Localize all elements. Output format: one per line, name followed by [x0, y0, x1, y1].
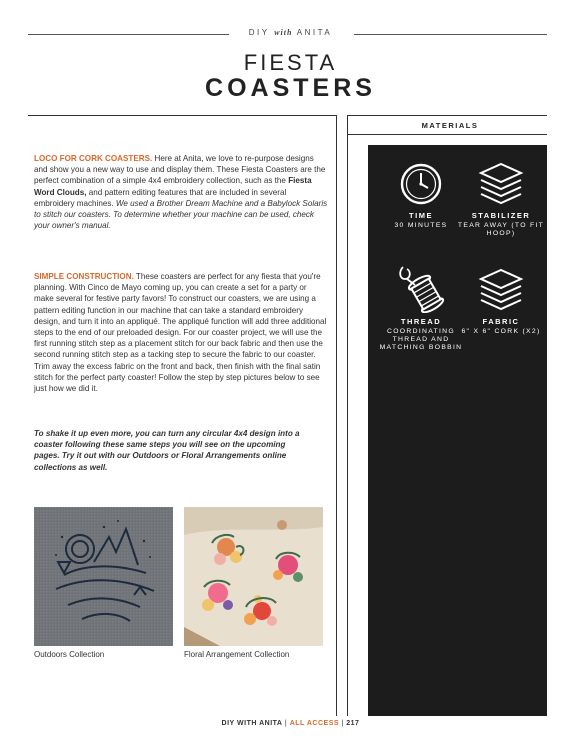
- intro-italic: We used a Brother Dream Machine and a Babylock Solaris to stitch our coasters. To determine whether your machine can be used, check your owner's manual.: [34, 198, 328, 231]
- column-divider-right: [347, 115, 348, 716]
- column-divider-left: [336, 115, 337, 716]
- page-number: 217: [346, 720, 360, 727]
- photo-outdoors: [34, 507, 173, 646]
- materials-heading: MATERIALS: [421, 121, 479, 130]
- material-time-value: 30 MINUTES: [394, 222, 448, 229]
- clock-icon: [398, 161, 444, 207]
- construction-text: These coasters are perfect for any fiesta that you're planning. With Cinco de Mayo coming up, you can create a set for a party or make several for festive party favors! To construct our coasters, we are using a pattern editing function in our machine that can take a standard embroidery design, and turn it into an appliqué. The appliqué function will add three additional steps to the end of our preloaded design. For our coaster project, we will use the first running stitch step as a placement stitch for our back fabric and then use the second running stitch step as a tacking step to secure the fabric to our coaster. Trim away the excess fabric on the front and back, then finish with the final satin stitch for the perfect party coaster! Follow the step by step pictures below to see just how we did it.: [34, 272, 327, 394]
- paragraph-shake-it-up: To shake it up even more, you can turn any circular 4x4 design into a coaster following these same steps you will see on the upcoming pages. Try it out with our Outdoors or Floral Arrangements online collections as well.: [34, 429, 300, 472]
- intro-text-b: and pattern editing features that are included in several embroidery machines.: [34, 187, 287, 208]
- page-title-line1: FIESTA: [243, 50, 338, 75]
- kicker-diy: DIY: [248, 28, 270, 37]
- material-stabilizer-value: TEAR AWAY (TO FIT HOOP): [457, 222, 545, 237]
- materials-rule: [348, 134, 547, 135]
- intro-text-a: Here at Anita, we love to re-purpose designs and show you a new way to use and display them. These Fiesta Coasters are the perfect combination of a simple 4x4 embroidery collection, such as the: [34, 154, 326, 186]
- fabric-stack-icon: [477, 267, 525, 313]
- material-fabric: [456, 267, 546, 336]
- paragraph-construction: [34, 271, 328, 394]
- material-time-label: TIME: [409, 211, 433, 220]
- paragraph-intro: [34, 153, 328, 231]
- kicker-anita: ANITA: [296, 28, 333, 37]
- footer-separator-1: |: [284, 720, 288, 727]
- intro-bold: Fiesta Word Clouds,: [34, 176, 312, 197]
- material-stabilizer: [456, 161, 546, 238]
- top-rule-right: [348, 115, 547, 116]
- material-fabric-value: 6" X 6" CORK (X2): [461, 328, 541, 335]
- caption-floral: Floral Arrangement Collection: [184, 650, 290, 659]
- footer-separator-2: |: [341, 720, 344, 727]
- caption-outdoors: Outdoors Collection: [34, 650, 105, 659]
- material-thread-label: THREAD: [400, 317, 442, 326]
- materials-panel: [368, 145, 547, 716]
- footer-section: ALL ACCESS: [289, 720, 340, 727]
- layers-icon: [477, 161, 525, 207]
- intro-lead: LOCO FOR CORK COASTERS.: [34, 154, 153, 163]
- material-thread: [376, 263, 466, 352]
- series-kicker: [0, 28, 581, 37]
- material-fabric-label: FABRIC: [482, 317, 520, 326]
- thread-spool-icon: [397, 263, 445, 313]
- page-footer: [0, 720, 581, 727]
- photo-floral: [184, 507, 323, 646]
- kicker-with: with: [274, 28, 293, 37]
- construction-lead: SIMPLE CONSTRUCTION.: [34, 272, 134, 281]
- footer-brand: DIY WITH ANITA: [221, 720, 283, 727]
- material-stabilizer-label: STABILIZER: [471, 211, 531, 220]
- page-title-line2: COASTERS: [205, 74, 376, 102]
- material-thread-value: COORDINATING THREAD AND MATCHING BOBBIN: [379, 328, 463, 351]
- top-rule-left: [28, 115, 336, 116]
- material-time: [376, 161, 466, 230]
